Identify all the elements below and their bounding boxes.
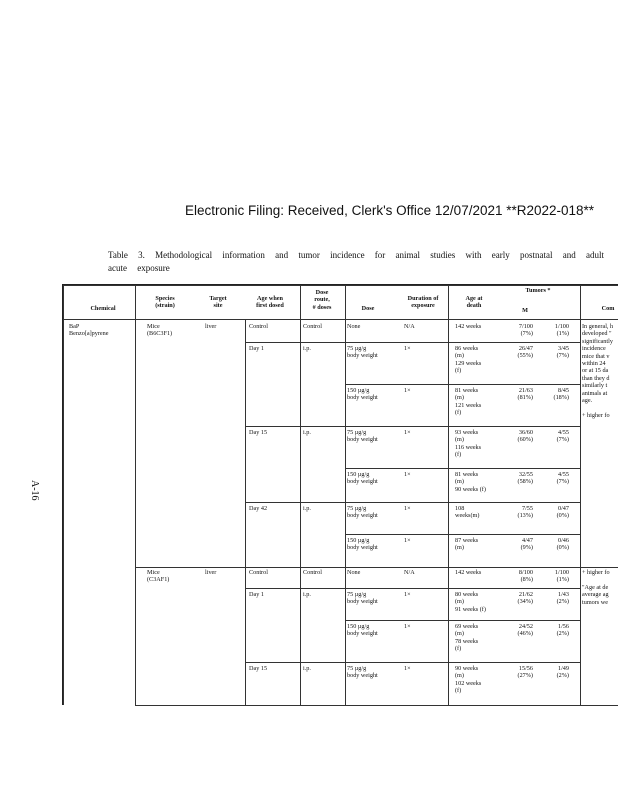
column-rule [580, 285, 581, 705]
age-at-death: 108 weeks(m) [455, 505, 480, 520]
methodology-table [62, 284, 618, 705]
row-rule [245, 502, 580, 503]
col-header-dose: Dose [361, 305, 375, 312]
dose-amount: 150 µg/g body weight [347, 623, 378, 638]
dose-amount: 75 µg/g body weight [347, 505, 378, 520]
dose-amount: 150 µg/g body weight [347, 387, 378, 402]
col-header-chemical: Chemical [90, 305, 116, 312]
table-top-rule [63, 285, 618, 286]
col-header-comments: Com [601, 305, 615, 312]
species-strain: Mice (B6C3F1) [147, 323, 173, 338]
age-first-dosed: Day 1 [249, 591, 264, 598]
tumor-incidence-female: 1/56 (2%) [556, 623, 569, 638]
block-rule [135, 705, 618, 706]
chemical-name: BaP Benzo[a]pyrene [69, 323, 109, 338]
exposure-duration: N/A [404, 323, 415, 330]
col-header-age-at-death: Age at death [465, 295, 483, 310]
age-at-death: 93 weeks (m) 116 weeks (f) [455, 429, 482, 459]
dose-amount: None [347, 323, 361, 330]
target-site: liver [205, 569, 217, 576]
dose-amount: 150 µg/g body weight [347, 537, 378, 552]
tumor-incidence-female: 1/49 (2%) [556, 665, 569, 680]
column-rule [135, 285, 136, 705]
dose-amount: 75 µg/g body weight [347, 591, 378, 606]
tumor-incidence-male: 15/56 (27%) [517, 665, 533, 680]
dose-amount: None [347, 569, 361, 576]
age-at-death: 142 weeks [455, 569, 482, 576]
col-header-age: Age when first dosed [256, 295, 284, 310]
exposure-duration: 1× [404, 665, 411, 672]
dose-route: i.p. [303, 665, 311, 672]
age-at-death: 87 weeks (m) [455, 537, 479, 552]
age-first-dosed: Day 1 [249, 345, 264, 352]
age-first-dosed: Day 42 [249, 505, 268, 512]
exposure-duration: 1× [404, 345, 411, 352]
age-at-death: 142 weeks [455, 323, 482, 330]
row-rule [245, 342, 580, 343]
age-at-death: 81 weeks (m) 121 weeks (f) [455, 387, 482, 417]
tumor-incidence-female: 0/46 (0%) [556, 537, 569, 552]
col-header-route: Dose route, # doses [312, 289, 332, 311]
tumor-incidence-male: 21/62 (34%) [517, 591, 533, 606]
age-first-dosed: Day 15 [249, 665, 268, 672]
dose-route: Control [303, 323, 322, 330]
tumor-incidence-male: 7/55 (13%) [517, 505, 533, 520]
tumor-incidence-female: 8/45 (18%) [553, 387, 569, 402]
age-at-death: 81 weeks (m) 90 weeks (f) [455, 471, 486, 493]
row-rule [245, 426, 580, 427]
column-rule [345, 285, 346, 705]
tumor-incidence-male: 24/52 (46%) [517, 623, 533, 638]
tumor-incidence-female: 1/43 (2%) [556, 591, 569, 606]
row-rule [245, 662, 580, 663]
dose-route: Control [303, 569, 322, 576]
row-rule [245, 588, 580, 589]
exposure-duration: 1× [404, 537, 411, 544]
dose-route: i.p. [303, 591, 311, 598]
tumor-incidence-male: 26/47 (55%) [517, 345, 533, 360]
col-header-target: Target site [209, 295, 227, 310]
dose-amount: 75 µg/g body weight [347, 665, 378, 680]
species-strain: Mice (C3AF1) [147, 569, 170, 584]
tumor-incidence-male: 7/100 (7%) [518, 323, 533, 338]
exposure-duration: 1× [404, 471, 411, 478]
electronic-filing-header: Electronic Filing: Received, Clerk's Office 12/07/2021 **R2022-018** [185, 203, 595, 218]
block-rule [135, 567, 618, 568]
age-at-death: 86 weeks (m) 129 weeks (f) [455, 345, 482, 375]
column-rule [63, 285, 64, 705]
age-first-dosed: Day 15 [249, 429, 268, 436]
age-at-death: 90 weeks (m) 102 weeks (f) [455, 665, 482, 695]
exposure-duration: 1× [404, 623, 411, 630]
col-header-male: M [522, 307, 528, 314]
tumor-incidence-female: 4/55 (7%) [556, 471, 569, 486]
dose-route: i.p. [303, 505, 311, 512]
dose-route: i.p. [303, 429, 311, 436]
exposure-duration: N/A [404, 569, 415, 576]
tumor-incidence-male: 8/100 (8%) [518, 569, 533, 584]
column-rule [448, 285, 449, 705]
tumor-incidence-male: 36/60 (60%) [517, 429, 533, 444]
header-rule [63, 319, 618, 320]
tumor-incidence-male: 32/55 (58%) [517, 471, 533, 486]
column-rule [245, 319, 246, 705]
exposure-duration: 1× [404, 591, 411, 598]
col-header-species: Species (strain) [155, 295, 175, 310]
target-site: liver [205, 323, 217, 330]
tumor-incidence-female: 1/100 (1%) [554, 569, 569, 584]
dose-route: i.p. [303, 345, 311, 352]
tumor-incidence-female: 4/55 (7%) [556, 429, 569, 444]
row-rule [345, 534, 580, 535]
dose-amount: 150 µg/g body weight [347, 471, 378, 486]
tumor-incidence-male: 4/47 (9%) [520, 537, 533, 552]
row-rule [345, 384, 580, 385]
tumor-incidence-female: 3/45 (7%) [556, 345, 569, 360]
comments-text: + higher fo "Age at de average ag tumors we [582, 569, 610, 606]
page-number: A-16 [29, 480, 40, 501]
age-at-death: 69 weeks (m) 78 weeks (f) [455, 623, 479, 653]
exposure-duration: 1× [404, 429, 411, 436]
dose-amount: 75 µg/g body weight [347, 429, 378, 444]
tumor-incidence-female: 1/100 (1%) [554, 323, 569, 338]
tumor-incidence-male: 21/63 (81%) [517, 387, 533, 402]
age-at-death: 80 weeks (m) 91 weeks (f) [455, 591, 486, 613]
age-first-dosed: Control [249, 323, 268, 330]
col-header-tumors: Tumors * [525, 287, 551, 294]
exposure-duration: 1× [404, 387, 411, 394]
age-first-dosed: Control [249, 569, 268, 576]
exposure-duration: 1× [404, 505, 411, 512]
comments-text: In general, h developed " significantly incidence mice that v within 24 or at 15 da than they d similarly t animals at age. + higher fo [582, 323, 614, 419]
tumor-incidence-female: 0/47 (0%) [556, 505, 569, 520]
table-caption: Table 3. Methodological information and tumor incidence for animal studies with early postnatal and adult acute exposure [108, 250, 605, 273]
row-rule [345, 620, 580, 621]
col-header-duration: Duration of exposure [407, 295, 439, 310]
column-rule [300, 285, 301, 705]
dose-amount: 75 µg/g body weight [347, 345, 378, 360]
row-rule [345, 468, 580, 469]
